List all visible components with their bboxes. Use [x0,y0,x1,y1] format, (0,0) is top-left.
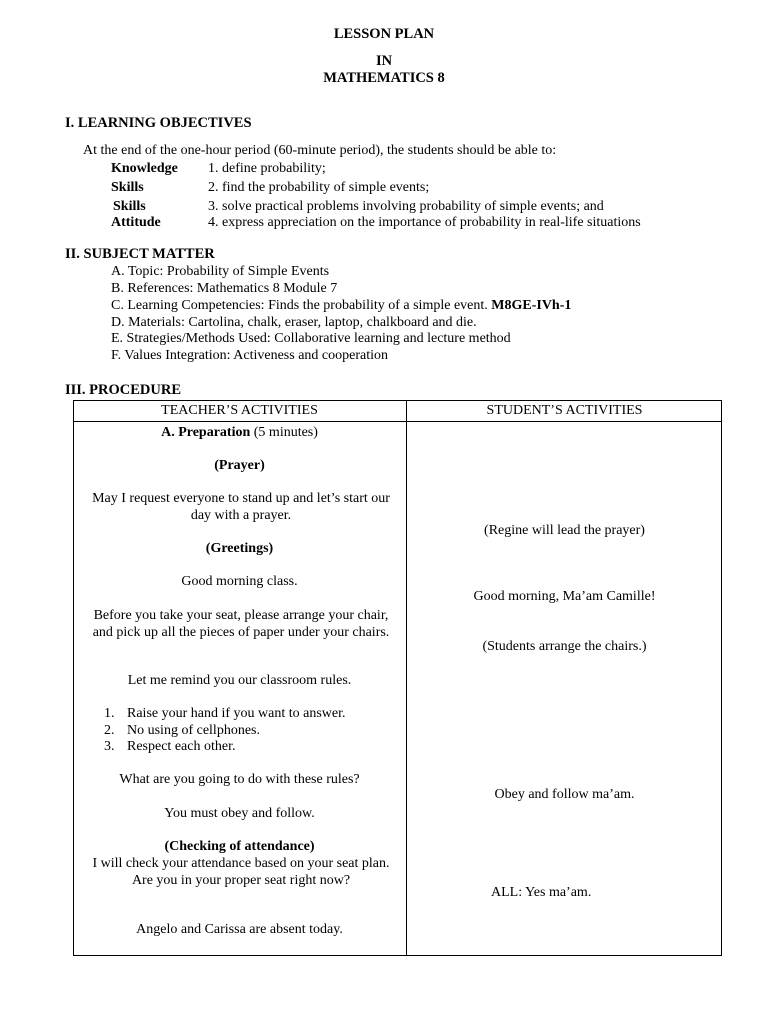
competency-code: M8GE-IVh-1 [491,298,572,313]
preparation-time: (5 minutes) [253,425,318,440]
absent-text: Angelo and Carissa are absent today. [136,922,343,937]
competencies-text: C. Learning Competencies: Finds the probability of a simple event. [111,298,488,313]
objective-domain: Skills [113,199,146,214]
rule-text: No using of cellphones. [127,723,260,738]
subject-strategies: E. Strategies/Methods Used: Collaborative learning and lecture method [111,331,511,346]
rule-text: Raise your hand if you want to answer. [127,706,346,721]
column-header-teacher: TEACHER’S ACTIVITIES [161,403,318,418]
rule-item [104,723,260,739]
rule-number: 1. [104,706,115,721]
title-line-2: IN [375,53,393,69]
subject-competencies [111,298,571,314]
column-header-student: STUDENT’S ACTIVITIES [486,403,643,418]
rules-answer-teacher: You must obey and follow. [164,806,315,821]
objectives-heading: I. LEARNING OBJECTIVES [65,115,252,131]
objective-domain: Attitude [111,215,161,230]
objective-text: 3. solve practical problems involving probability of simple events; and [208,199,604,214]
objective-text: 2. find the probability of simple events; [208,180,430,195]
table-column-divider [406,400,407,956]
student-greeting: Good morning, Ma’am Camille! [473,589,656,604]
rule-item [104,706,346,722]
prayer-text: May I request everyone to stand up and let’s start our day with a prayer. [92,491,390,523]
attendance-text: I will check your attendance based on your seat plan. Are you in your proper seat right now? [92,856,390,888]
rule-item [104,739,236,755]
subject-topic: A. Topic: Probability of Simple Events [111,264,330,279]
subject-values: F. Values Integration: Activeness and cooperation [111,348,388,363]
greetings-label: (Greetings) [205,541,274,556]
objective-domain: Knowledge [111,161,178,176]
arrange-text: Before you take your seat, please arrange your chair, and pick up all the pieces of paper under your chairs. [92,608,390,640]
student-attendance: ALL: Yes ma’am. [491,885,592,900]
rules-intro: Let me remind you our classroom rules. [127,673,352,688]
greeting-text: Good morning class. [181,574,298,589]
subject-materials: D. Materials: Cartolina, chalk, eraser, laptop, chalkboard and die. [111,315,477,330]
rule-text: Respect each other. [127,739,236,754]
rule-number: 2. [104,723,115,738]
student-arrange: (Students arrange the chairs.) [482,639,647,654]
subject-references: B. References: Mathematics 8 Module 7 [111,281,338,296]
title-line-3: MATHEMATICS 8 [323,70,445,86]
objective-text: 1. define probability; [208,161,326,176]
objective-text: 4. express appreciation on the importance of probability in real-life situations [208,215,641,230]
objective-domain: Skills [111,180,144,195]
rule-number: 3. [104,739,115,754]
objectives-intro: At the end of the one-hour period (60-minute period), the students should be able to: [83,143,557,158]
preparation-heading [73,425,406,441]
prayer-label: (Prayer) [214,458,265,473]
title-line-1: LESSON PLAN [333,26,435,42]
subject-matter-heading: II. SUBJECT MATTER [65,246,215,262]
procedure-heading: III. PROCEDURE [65,382,182,398]
attendance-label: (Checking of attendance) [164,839,315,854]
student-prayer: (Regine will lead the prayer) [484,523,645,538]
rules-question: What are you going to do with these rules? [119,772,360,787]
table-header-divider [73,421,722,422]
student-obey: Obey and follow ma’am. [494,787,635,802]
preparation-label: A. Preparation [161,425,251,440]
